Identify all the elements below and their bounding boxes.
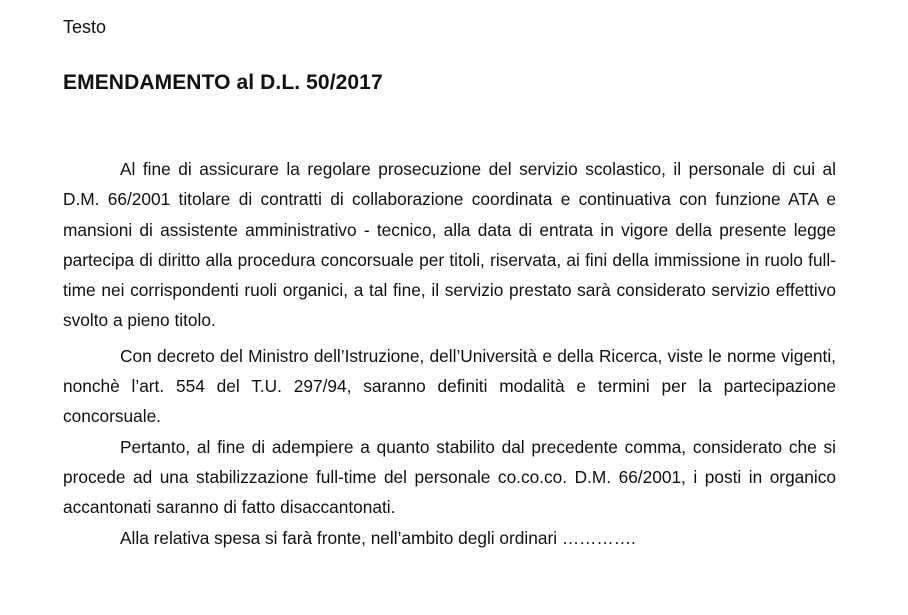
paragraph: Con decreto del Ministro dell’Istruzione, dell’Università e della Ricerca, viste le norme vigenti, nonchè l’art. 554 del T.U. 297/94, saranno definiti modalità e termini per la partecipazione concorsuale.: [63, 345, 836, 427]
paragraph: Pertanto, al fine di adempiere a quanto stabilito dal precedente comma, considerato che si procede ad una stabilizzazione full-time del personale co.co.co. D.M. 66/2001, i posti in organico accantonati saranno di fatto disaccantonati.: [63, 436, 836, 518]
paragraph: Alla relativa spesa si farà fronte, nell’ambito degli ordinari ………….: [120, 527, 636, 548]
document-label: Testo: [63, 17, 107, 37]
document-title: EMENDAMENTO al D.L. 50/2017: [63, 71, 383, 94]
paragraph: Al fine di assicurare la regolare prosecuzione del servizio scolastico, il personale di cui al D.M. 66/2001 titolare di contratti di collaborazione coordinata e continuativa con funzione ATA e mansioni di assistente amministrativo - tecnico, alla data di entrata in vigore della presente legge partecipa di diritto alla procedura concorsuale per titoli, riservata, ai fini della immissione in ruolo full-time nei corrispondenti ruoli organici, a tal fine, il servizio prestato sarà considerato servizio effettivo svolto a pieno titolo.: [63, 159, 836, 331]
document-body: [63, 154, 836, 553]
